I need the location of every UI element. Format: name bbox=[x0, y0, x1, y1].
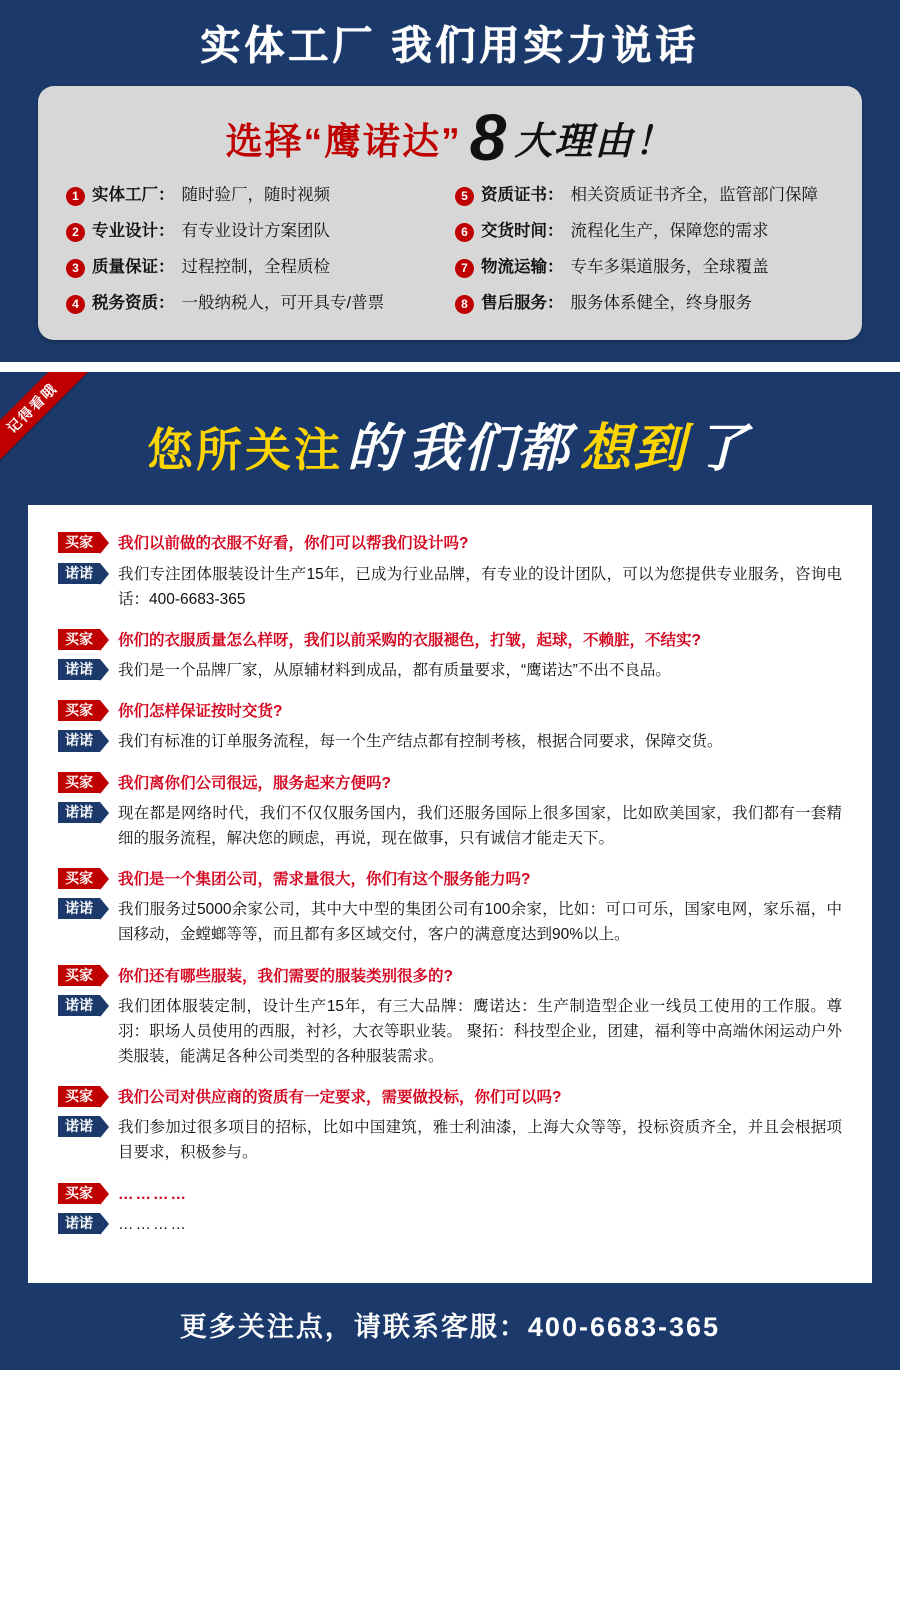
faq-answer-text: ………… bbox=[118, 1215, 188, 1233]
reason-number-badge: 4 bbox=[66, 295, 85, 314]
headline-part-3: 我们都 bbox=[408, 420, 571, 479]
faq-question-row bbox=[58, 699, 842, 723]
faq-answer-row bbox=[58, 729, 842, 754]
faq-answer-row bbox=[58, 658, 842, 683]
reason-label: 质量保证： bbox=[92, 258, 175, 277]
reply-tag: 诺诺 bbox=[58, 563, 100, 584]
faq-answer-row bbox=[58, 1212, 842, 1237]
buyer-tag: 买家 bbox=[58, 1086, 100, 1107]
reason-number-badge: 1 bbox=[66, 187, 85, 206]
reason-item bbox=[66, 257, 445, 278]
faq-item bbox=[58, 699, 842, 754]
reason-item bbox=[66, 293, 445, 314]
faq-question-row bbox=[58, 771, 842, 795]
section-divider bbox=[0, 362, 900, 372]
reason-item bbox=[455, 293, 834, 314]
reason-item bbox=[455, 185, 834, 206]
reasons-grid bbox=[66, 185, 834, 314]
faq-question-text: 你们的衣服质量怎么样呀，我们以前采购的衣服褪色，打皱，起球，不赖脏，不结实? bbox=[118, 631, 701, 649]
reason-label: 交货时间： bbox=[481, 222, 564, 241]
faq-answer-row bbox=[58, 562, 842, 612]
reason-text: 一般纳税人，可开具专/普票 bbox=[181, 294, 385, 313]
reason-number-badge: 5 bbox=[455, 187, 474, 206]
faq-answer-text: 我们团体服装定制，设计生产15年，有三大品牌：鹰诺达：生产制造型企业一线员工使用的工作服。尊羽：职场人员使用的西服，衬衫，大衣等职业装。 聚拓：科技型企业，团建，福利等中高端休闲运动户外类服装，能满足各种公司类型的各种服装需求。 bbox=[118, 997, 842, 1065]
headline-part-1: 您所关注 bbox=[146, 424, 343, 477]
reason-item bbox=[66, 185, 445, 206]
faq-question-text: 你们怎样保证按时交货? bbox=[118, 703, 283, 721]
reply-tag: 诺诺 bbox=[58, 730, 100, 751]
faq-answer-row bbox=[58, 1115, 842, 1165]
reason-text: 有专业设计方案团队 bbox=[181, 222, 330, 241]
heading-reasons-part: 大理由！ bbox=[514, 121, 675, 164]
faq-answer-row bbox=[58, 801, 842, 851]
reason-item bbox=[455, 257, 834, 278]
headline-part-5: 了 bbox=[695, 420, 750, 479]
faq-headline bbox=[0, 372, 900, 505]
faq-answer-row bbox=[58, 994, 842, 1069]
faq-question-row bbox=[58, 964, 842, 988]
headline-part-4: 想到 bbox=[579, 420, 688, 479]
corner-ribbon-badge: 记得看哦 bbox=[0, 372, 89, 465]
buyer-tag: 买家 bbox=[58, 868, 100, 889]
faq-section bbox=[0, 372, 900, 1370]
eight-reasons-card bbox=[38, 86, 862, 340]
faq-question-text: 我们离你们公司很远，服务起来方便吗? bbox=[118, 774, 391, 792]
faq-answer-text: 我们参加过很多项目的招标，比如中国建筑，雅士利油漆，上海大众等等，投标资质齐全，并且会根据项目要求，积极参与。 bbox=[118, 1119, 842, 1162]
faq-answer-text: 现在都是网络时代，我们不仅仅服务国内，我们还服务国际上很多国家，比如欧美国家，我们都有一套精细的服务流程，解决您的顾虑，再说，现在做事，只有诚信才能走天下。 bbox=[118, 804, 842, 847]
reason-text: 相关资质证书齐全，监管部门保障 bbox=[570, 186, 818, 205]
faq-item bbox=[58, 628, 842, 683]
headline-part-2: 的 bbox=[346, 420, 401, 479]
reason-number-badge: 6 bbox=[455, 223, 474, 242]
reply-tag: 诺诺 bbox=[58, 659, 100, 680]
buyer-tag: 买家 bbox=[58, 629, 100, 650]
faq-question-text: 我们公司对供应商的资质有一定要求，需要做投标，你们可以吗? bbox=[118, 1089, 562, 1107]
faq-question-row bbox=[58, 1085, 842, 1109]
faq-question-row bbox=[58, 867, 842, 891]
faq-question-text: 我们以前做的衣服不好看，你们可以帮我们设计吗? bbox=[118, 535, 469, 553]
reply-tag: 诺诺 bbox=[58, 898, 100, 919]
faq-question-text: 你们还有哪些服装，我们需要的服装类别很多的? bbox=[118, 967, 453, 985]
reply-tag: 诺诺 bbox=[58, 995, 100, 1016]
buyer-tag: 买家 bbox=[58, 700, 100, 721]
faq-item bbox=[58, 531, 842, 611]
faq-item bbox=[58, 1085, 842, 1165]
faq-answer-text: 我们服务过5000余家公司，其中大中型的集团公司有100余家，比如：可口可乐，国家电网，家乐福，中国移动，金螳螂等等，而且都有多区域交付，客户的满意度达到90%以上。 bbox=[118, 901, 842, 944]
faq-answer-text: 我们专注团体服装设计生产15年，已成为行业品牌，有专业的设计团队，可以为您提供专业服务，咨询电话：400-6683-365 bbox=[118, 565, 842, 608]
reason-text: 过程控制，全程质检 bbox=[181, 258, 330, 277]
faq-question-row bbox=[58, 531, 842, 555]
reason-number-badge: 8 bbox=[455, 295, 474, 314]
reply-tag: 诺诺 bbox=[58, 802, 100, 823]
faq-question-row bbox=[58, 1182, 842, 1206]
reason-label: 资质证书： bbox=[481, 186, 564, 205]
reason-number-badge: 3 bbox=[66, 259, 85, 278]
faq-item bbox=[58, 1182, 842, 1237]
reason-number-badge: 7 bbox=[455, 259, 474, 278]
eight-reasons-heading bbox=[66, 100, 834, 174]
reply-tag: 诺诺 bbox=[58, 1213, 100, 1234]
faq-card bbox=[28, 505, 872, 1283]
buyer-tag: 买家 bbox=[58, 965, 100, 986]
heading-brand-part: 选择“鹰诺达” bbox=[225, 120, 462, 162]
reason-text: 流程化生产，保障您的需求 bbox=[570, 222, 769, 241]
buyer-tag: 买家 bbox=[58, 772, 100, 793]
reason-label: 实体工厂： bbox=[92, 186, 175, 205]
faq-item bbox=[58, 964, 842, 1070]
reason-text: 服务体系健全，终身服务 bbox=[570, 294, 752, 313]
buyer-tag: 买家 bbox=[58, 1183, 100, 1204]
faq-question-text: ………… bbox=[118, 1185, 188, 1203]
heading-number-eight: 8 bbox=[469, 100, 507, 174]
reason-text: 专车多渠道服务，全球覆盖 bbox=[570, 258, 769, 277]
faq-question-row bbox=[58, 628, 842, 652]
reason-text: 随时验厂，随时视频 bbox=[181, 186, 330, 205]
reason-item bbox=[66, 221, 445, 242]
reason-label: 物流运输： bbox=[481, 258, 564, 277]
faq-question-text: 我们是一个集团公司，需求量很大，你们有这个服务能力吗? bbox=[118, 871, 531, 889]
reason-label: 专业设计： bbox=[92, 222, 175, 241]
factory-strength-section bbox=[0, 0, 900, 362]
reason-item bbox=[455, 221, 834, 242]
faq-item bbox=[58, 771, 842, 851]
faq-answer-text: 我们是一个品牌厂家，从原辅材料到成品，都有质量要求，“鹰诺达”不出不良品。 bbox=[118, 662, 671, 680]
reason-number-badge: 2 bbox=[66, 223, 85, 242]
faq-answer-text: 我们有标准的订单服务流程，每一个生产结点都有控制考核，根据合同要求，保障交货。 bbox=[118, 733, 723, 751]
faq-answer-row bbox=[58, 897, 842, 947]
banner-title: 实体工厂 我们用实力说话 bbox=[200, 24, 700, 68]
reason-label: 售后服务： bbox=[481, 294, 564, 313]
reply-tag: 诺诺 bbox=[58, 1116, 100, 1137]
buyer-tag: 买家 bbox=[58, 532, 100, 553]
reason-label: 税务资质： bbox=[92, 294, 175, 313]
contact-footer: 更多关注点，请联系客服：400-6683-365 bbox=[179, 1311, 721, 1342]
faq-item bbox=[58, 867, 842, 947]
